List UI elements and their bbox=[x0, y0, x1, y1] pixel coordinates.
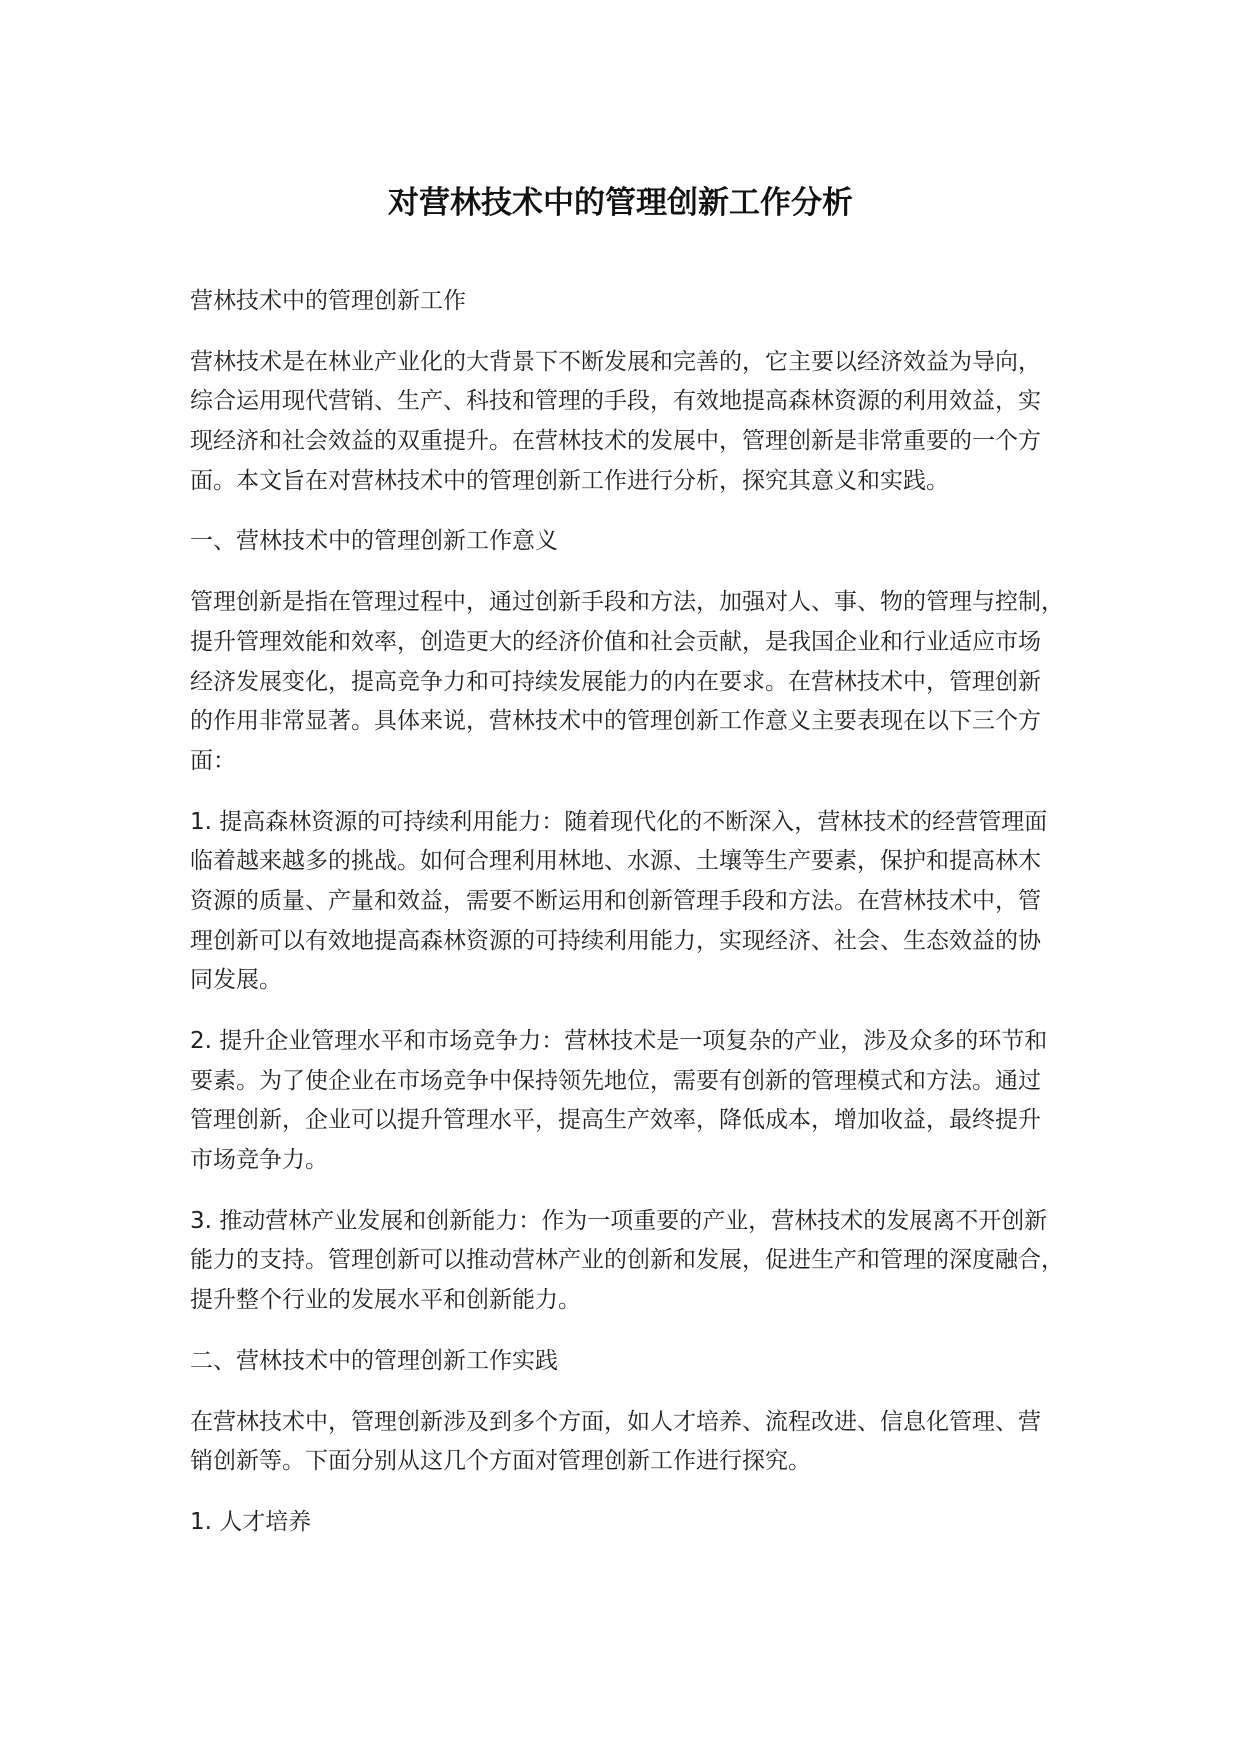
text-line: 2. 提升企业管理水平和市场竞争力：营林技术是一项复杂的产业，涉及众多的环节和 bbox=[190, 1028, 1048, 1054]
text-line: 在营林技术中，管理创新涉及到多个方面，如人才培养、流程改进、信息化管理、营 bbox=[190, 1408, 1041, 1435]
text-line: 营林技术是在林业产业化的大背景下不断发展和完善的，它主要以经济效益为导向， bbox=[190, 348, 1041, 375]
text-line: 面： bbox=[190, 747, 236, 774]
subheading-talent-training bbox=[190, 1503, 1150, 1543]
text-line: 能力的支持。管理创新可以推动营林产业的创新和发展，促进生产和管理的深度融合， bbox=[190, 1247, 1064, 1274]
text-line: 综合运用现代营销、生产、科技和管理的手段，有效地提高森林资源的利用效益，实 bbox=[190, 388, 1041, 415]
list-item-2 bbox=[190, 1022, 1150, 1181]
heading-line: 1. 人才培养 bbox=[190, 1508, 312, 1535]
text-line: 临着越来越多的挑战。如何合理利用林地、水源、土壤等生产要素，保护和提高林木 bbox=[190, 848, 1041, 875]
intro-paragraph bbox=[190, 343, 1150, 502]
text-line: 的作用非常显著。具体来说，营林技术中的管理创新工作意义主要表现在以下三个方 bbox=[190, 708, 1041, 735]
document-title: 对营林技术中的管理创新工作分析 bbox=[388, 185, 853, 221]
text-line: 现经济和社会效益的双重提升。在营林技术的发展中，管理创新是非常重要的一个方 bbox=[190, 428, 1041, 455]
document-body bbox=[190, 282, 1150, 1564]
intro-subtitle bbox=[190, 282, 1150, 322]
text-line: 要素。为了使企业在市场竞争中保持领先地位，需要有创新的管理模式和方法。通过 bbox=[190, 1067, 1041, 1094]
text-line: 销创新等。下面分别从这几个方面对管理创新工作进行探究。 bbox=[190, 1448, 811, 1475]
text-line: 1. 提高森林资源的可持续利用能力：随着现代化的不断深入，营林技术的经营管理面 bbox=[190, 808, 1048, 835]
section-heading-significance bbox=[190, 522, 1150, 562]
text-line: 市场竞争力。 bbox=[190, 1147, 328, 1174]
practice-paragraph bbox=[190, 1403, 1150, 1482]
text-line: 3. 推动营林产业发展和创新能力：作为一项重要的产业，营林技术的发展离不开创新 bbox=[190, 1207, 1048, 1234]
significance-paragraph bbox=[190, 583, 1150, 781]
text-line: 资源的质量、产量和效益，需要不断运用和创新管理手段和方法。在营林技术中，管 bbox=[190, 887, 1041, 914]
text-line: 管理创新，企业可以提升管理水平，提高生产效率，降低成本，增加收益，最终提升 bbox=[190, 1107, 1041, 1134]
section-heading-practice bbox=[190, 1342, 1150, 1382]
text-line: 提升整个行业的发展水平和创新能力。 bbox=[190, 1287, 581, 1314]
list-item-1 bbox=[190, 803, 1150, 1001]
heading-line: 二、营林技术中的管理创新工作实践 bbox=[190, 1347, 558, 1374]
text-line: 经济发展变化，提高竞争力和可持续发展能力的内在要求。在营林技术中，管理创新 bbox=[190, 668, 1041, 695]
heading-line: 一、营林技术中的管理创新工作意义 bbox=[190, 528, 558, 555]
text-line: 管理创新是指在管理过程中，通过创新手段和方法，加强对人、事、物的管理与控制， bbox=[190, 589, 1064, 616]
list-item-3 bbox=[190, 1202, 1150, 1321]
text-line: 理创新可以有效地提高森林资源的可持续利用能力，实现经济、社会、生态效益的协 bbox=[190, 927, 1041, 954]
text-line: 面。本文旨在对营林技术中的管理创新工作进行分析，探究其意义和实践。 bbox=[190, 467, 949, 494]
text-line: 提升管理效能和效率，创造更大的经济价值和社会贡献，是我国企业和行业适应市场 bbox=[190, 628, 1041, 655]
text-line: 营林技术中的管理创新工作 bbox=[190, 288, 466, 314]
text-line: 同发展。 bbox=[190, 967, 282, 994]
